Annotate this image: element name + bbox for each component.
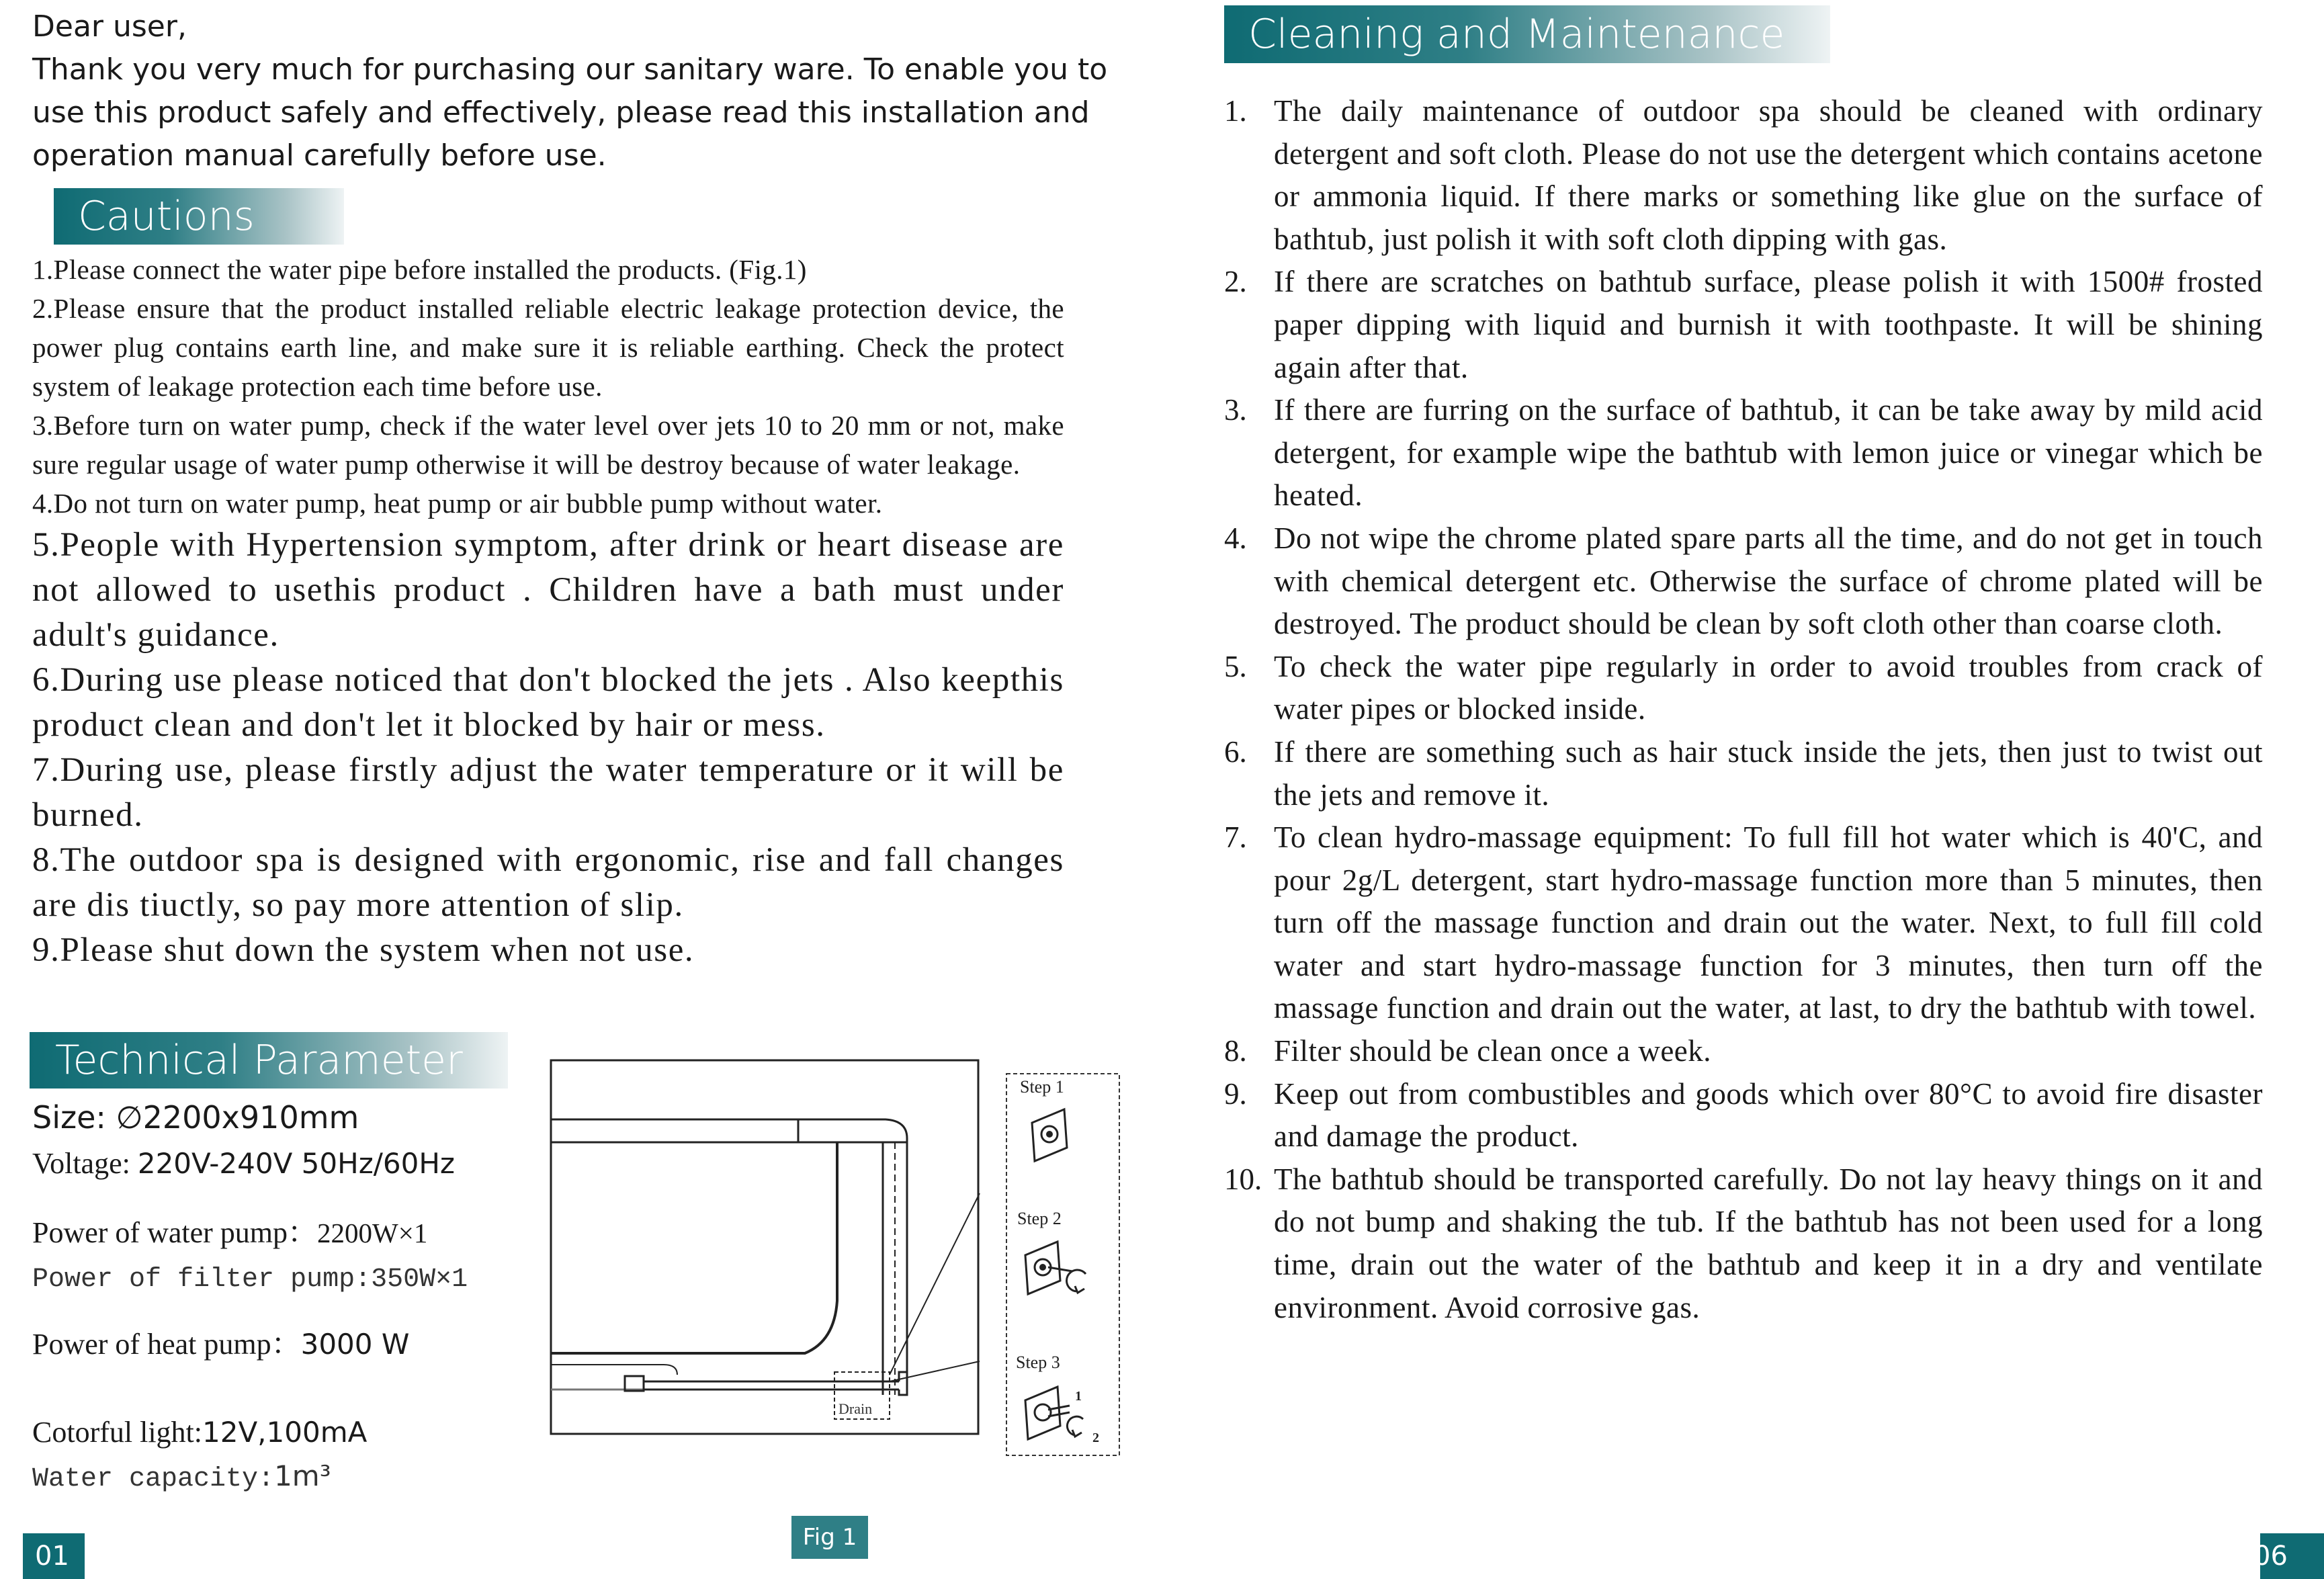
cleaning-title: Cleaning and Maintenance: [1248, 11, 1785, 58]
step-1-label: Step 1: [1020, 1077, 1064, 1097]
caution-item: 2.Please ensure that the product installed reliable electric leakage protection device, the power plug contains earth line, and make sure it is reliable earthing. Check the protect system of leakage protection each time before use.: [32, 293, 1064, 402]
step-2-label: Step 2: [1017, 1209, 1062, 1228]
drain-plug-twist-icon: [1025, 1242, 1086, 1294]
cleaning-item: [1224, 261, 2263, 389]
cleaning-item: [1224, 816, 2263, 1030]
cleaning-item: [1224, 1073, 2263, 1158]
param-voltage: [32, 1146, 455, 1181]
cleaning-item-number: 2.: [1224, 265, 1247, 299]
figure-caption: Fig 1: [791, 1516, 868, 1559]
caution-item: 7.During use, please firstly adjust the water temperature or it will be burned.: [32, 751, 1064, 834]
param-heat-pump-label: Power of heat pump：: [32, 1328, 301, 1361]
page-number-right: [2253, 1533, 2324, 1579]
caution-item: 3.Before turn on water pump, check if the water level over jets 10 to 20 mm or not, make sure regular usage of water pump otherwise it will be destroy because of water leakage.: [32, 410, 1064, 480]
bathtub-diagram: [550, 1059, 980, 1435]
drain-steps-panel: [1005, 1072, 1121, 1457]
param-capacity-label: Water capacity:: [32, 1464, 275, 1494]
cleaning-item: [1224, 1158, 2263, 1329]
cleaning-item-number: 7.: [1224, 820, 1247, 855]
cleaning-item-number: 4.: [1224, 521, 1247, 555]
cleaning-item-number: 6.: [1224, 734, 1247, 769]
param-capacity-value: 1m³: [274, 1459, 331, 1492]
cautions-heading: [54, 188, 344, 245]
param-light-value: 12V,100mA: [202, 1416, 368, 1449]
cleaning-item-text: Do not wipe the chrome plated spare parts all the time, and do not get in touch with chemical detergent etc. Otherwise the surface of chrome plated will be destroyed. The product should be clean by soft cloth other than coarse cloth.: [1274, 521, 2263, 641]
technical-title: Technical Parameter: [55, 1037, 463, 1084]
cleaning-item-text: If there are furring on the surface of bathtub, it can be take away by mild acid detergent, for example wipe the bathtub with lemon juice or vinegar which be heated.: [1274, 393, 2263, 513]
caution-item: 9.Please shut down the system when not use.: [32, 931, 695, 969]
cleaning-item-text: To check the water pipe regularly in order to avoid troubles from crack of water pipes or blocked inside.: [1274, 649, 2263, 726]
cleaning-heading: [1224, 5, 1830, 63]
param-heat-pump-value: 3000 W: [300, 1328, 410, 1361]
cleaning-item: [1224, 389, 2263, 517]
cleaning-item: [1224, 517, 2263, 646]
param-voltage-label: Voltage:: [32, 1147, 138, 1180]
caution-item: 8.The outdoor spa is designed with ergonomic, rise and fall changes are dis tiuctly, so pay more attention of slip.: [32, 841, 1064, 924]
technical-heading: [30, 1032, 508, 1089]
page-number-left: 01: [23, 1533, 85, 1579]
param-voltage-value: 220V-240V 50Hz/60Hz: [137, 1147, 455, 1180]
step-3-label: Step 3: [1016, 1353, 1060, 1372]
intro-line: use this product safely and effectively, please read this installation and: [32, 95, 1090, 130]
cleaning-item-text: The bathtub should be transported carefully. Do not lay heavy things on it and do not bump and shaking the tub. If the bathtub has not been used for a long time, drain out the water of the bathtub and keep it in a dry and ventilate environment. Avoid corrosive gas.: [1274, 1162, 2263, 1324]
cleaning-item-text: Keep out from combustibles and goods which over 80°C to avoid fire disaster and damage the product.: [1274, 1076, 2263, 1154]
param-light-label: Cotorful light:: [32, 1416, 202, 1449]
cautions-title: Cautions: [78, 193, 255, 240]
cleaning-item-number: 3.: [1224, 393, 1247, 427]
cleaning-item: [1224, 731, 2263, 816]
intro-line: Thank you very much for purchasing our sanitary ware. To enable you to: [32, 52, 1108, 87]
cleaning-item-text: If there are scratches on bathtub surface, please polish it with 1500# frosted paper dipping with liquid and burnish it with toothpaste. It will be shining again after that.: [1274, 265, 2263, 384]
step-3-num-1: 1: [1075, 1389, 1082, 1404]
page-number-right-text: 06: [2253, 1541, 2288, 1572]
param-heat-pump: [32, 1320, 409, 1363]
caution-item: 6.During use please noticed that don't blocked the jets . Also keepthis product clean and don't let it blocked by hair or mess.: [32, 661, 1064, 744]
cautions-list: [32, 250, 1064, 973]
cleaning-item-text: The daily maintenance of outdoor spa should be cleaned with ordinary detergent and soft cloth. Please do not use the detergent which contains acetone or ammonia liquid. If there marks or something like glue on the surface of bathtub, just polish it with soft cloth dipping with gas.: [1274, 94, 2263, 256]
cleaning-item-number: 10.: [1224, 1162, 1262, 1196]
cleaning-item: [1224, 1030, 2263, 1073]
param-water-pump-label: Power of water pump：: [32, 1216, 318, 1249]
intro-letter: [32, 5, 1108, 177]
cleaning-item-number: 5.: [1224, 649, 1247, 683]
cleaning-item: [1224, 646, 2263, 731]
cleaning-list: [1224, 90, 2263, 1329]
param-water-pump: [32, 1208, 427, 1251]
intro-line: operation manual carefully before use.: [32, 138, 607, 173]
caution-item: 1.Please connect the water pipe before installed the products. (Fig.1): [32, 254, 807, 285]
drain-plug-icon: [1032, 1109, 1067, 1161]
param-water-pump-value: 2200W×1: [317, 1218, 428, 1248]
param-capacity: [32, 1459, 331, 1494]
step-3-num-2: 2: [1092, 1431, 1099, 1445]
cleaning-item-text: Filter should be clean once a week.: [1274, 1034, 1712, 1068]
caution-item: 4.Do not turn on water pump, heat pump or air bubble pump without water.: [32, 488, 883, 519]
drain-label: Drain: [838, 1400, 873, 1417]
cleaning-item-number: 1.: [1224, 94, 1247, 128]
cleaning-item-number: 9.: [1224, 1076, 1247, 1111]
greeting: Dear user,: [32, 9, 187, 44]
cleaning-item-number: 8.: [1224, 1034, 1247, 1068]
param-light: [32, 1415, 367, 1449]
cleaning-item-text: If there are something such as hair stuck inside the jets, then just to twist out the jets and remove it.: [1274, 734, 2263, 812]
param-filter-pump: Power of filter pump:350W×1: [32, 1265, 468, 1295]
caution-item: 5.People with Hypertension symptom, after drink or heart disease are not allowed to usethis product . Children have a bath must under adult's guidance.: [32, 526, 1064, 654]
cleaning-item-text: To clean hydro-massage equipment: To full fill hot water which is 40'C, and pour 2g/L detergent, start hydro-massage function more than 5 minutes, then turn off the massage function and drain out the water. Next, to full fill cold water and start hydro-massage function for 3 minutes, then turn off the massage function and drain out the water, at last, to dry the bathtub with towel.: [1274, 820, 2263, 1025]
cleaning-item: [1224, 90, 2263, 261]
param-size: Size: ∅2200x910mm: [32, 1099, 359, 1136]
